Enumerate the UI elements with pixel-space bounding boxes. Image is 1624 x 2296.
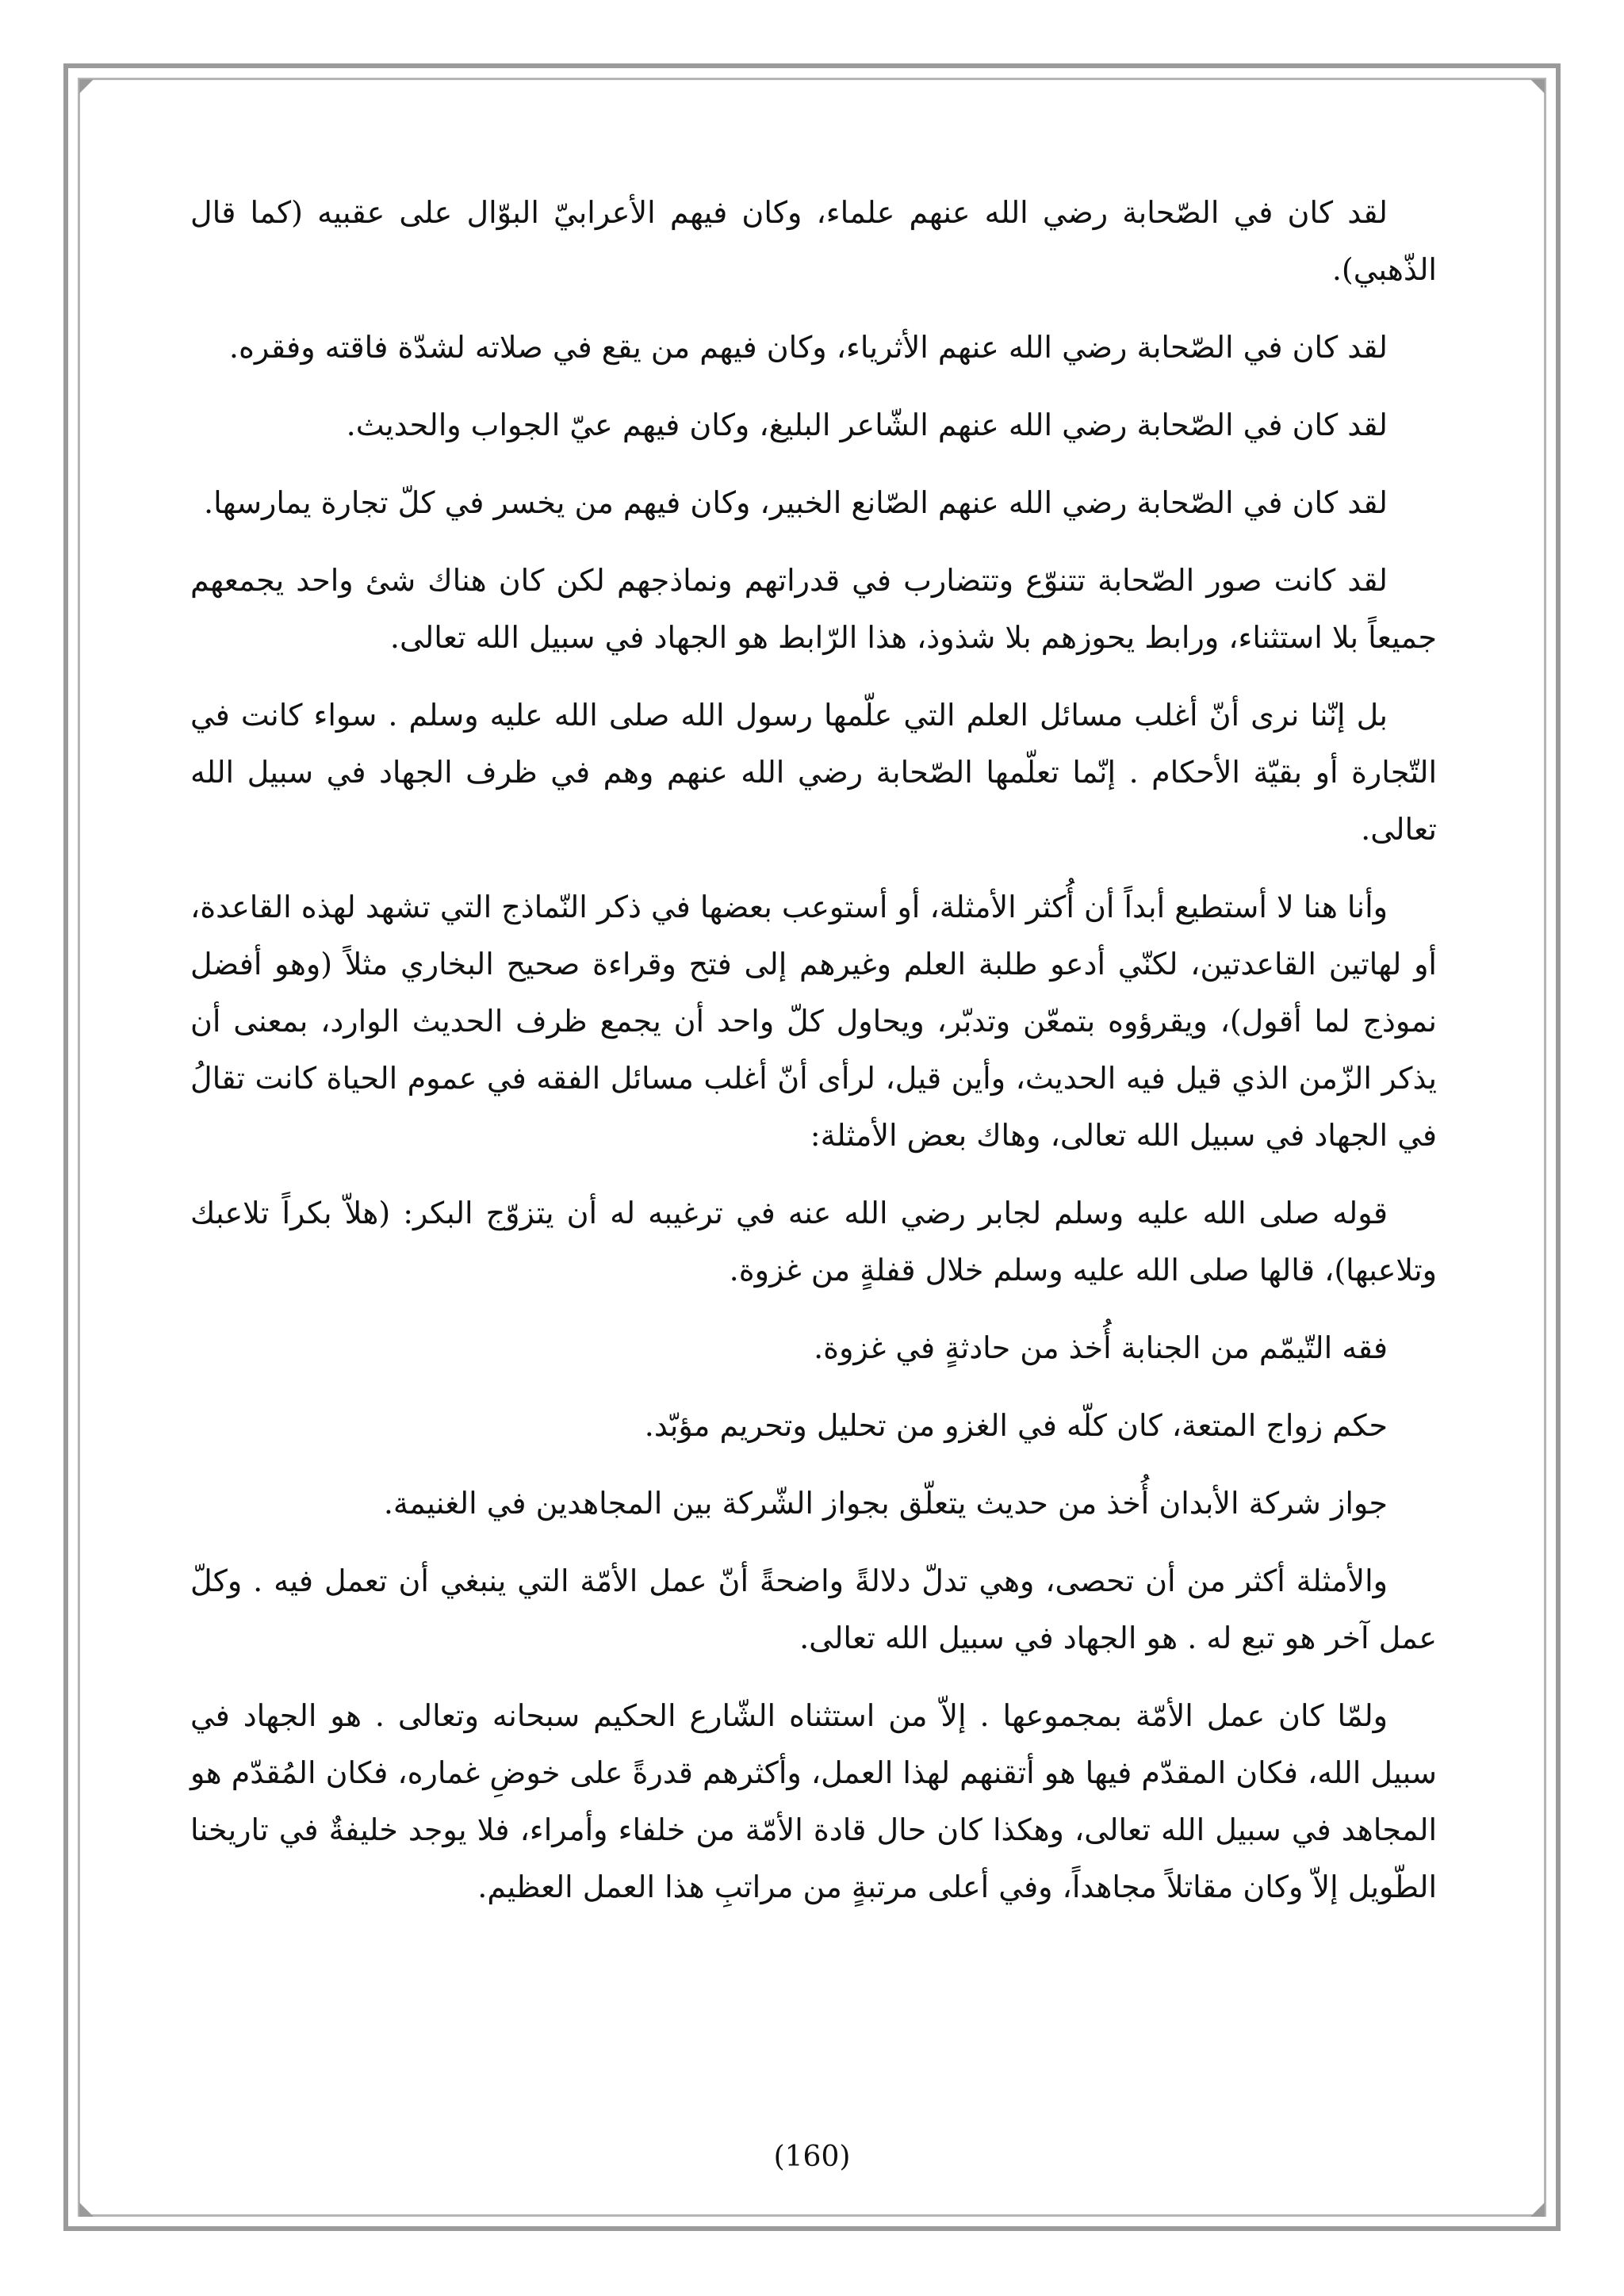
corner-ornament-top-right — [1530, 79, 1545, 94]
paragraph: لقد كان في الصّحابة رضي الله عنهم الأثرياء، وكان فيهم من يقع في صلاته لشدّة فاقته وفقره. — [228, 330, 1388, 365]
paragraph: حكم زواج المتعة، كان كلّه في الغزو من تحليل وتحريم مؤبّد. — [644, 1408, 1388, 1443]
corner-ornament-top-left — [79, 79, 94, 94]
paragraph: بل إنّنا نرى أنّ أغلب مسائل العلم التي علّمها رسول الله صلى الله عليه وسلم . سواء كانت في التّجارة أو بقيّة الأحكام . إنّما تعلّمها الصّحابة رضي الله عنهم وهم في ظرف الجهاد في سبيل الله تعالى. — [190, 698, 1437, 847]
paragraph: قوله صلى الله عليه وسلم لجابر رضي الله عنه في ترغيبه له أن يتزوّج البكر: (هلاّ بكراً تلاعبك وتلاعبها)، قالها صلى الله عليه وسلم خلال قفلةٍ من غزوة. — [190, 1196, 1437, 1288]
paragraph: لقد كان في الصّحابة رضي الله عنهم علماء، وكان فيهم الأعرابيّ البوّال على عقبيه (كما قال الذّهبي). — [190, 195, 1437, 287]
corner-ornament-bottom-left — [79, 2202, 94, 2217]
paragraph: ولمّا كان عمل الأمّة بمجموعها . إلاّ من استثناه الشّارع الحكيم سبحانه وتعالى . هو الجهاد في سبيل الله، فكان المقدّم فيها هو أتقنهم لهذا العمل، وأكثرهم قدرةً على خوضِ غماره، فكان المُقدّم هو المجاهد في سبيل الله تعالى، وهكذا كان حال قادة الأمّة من خلفاء وأمراء، فلا يوجد خليفةٌ في تاريخنا الطّويل إلاّ وكان مقاتلاً مجاهداً، وفي أعلى مرتبةٍ من مراتبِ هذا العمل العظيم. — [190, 1698, 1437, 1904]
paragraph: لقد كانت صور الصّحابة تتنوّع وتتضارب في قدراتهم ونماذجهم لكن كان هناك شئ واحد يجمعهم جميعاً بلا استثناء، ورابط يحوزهم بلا شذوذ، هذا الرّابط هو الجهاد في سبيل الله تعالى. — [190, 563, 1437, 655]
paragraph: جواز شركة الأبدان أُخذ من حديث يتعلّق بجواز الشّركة بين المجاهدين في الغنيمة. — [383, 1486, 1388, 1521]
paragraph: فقه التّيمّم من الجنابة أُخذ من حادثةٍ في غزوة. — [814, 1330, 1388, 1365]
paragraph: لقد كان في الصّحابة رضي الله عنهم الصّانع الخبير، وكان فيهم من يخسر في كلّ تجارة يمارسها. — [204, 485, 1388, 520]
page-number: (160) — [773, 2141, 851, 2173]
paragraph: والأمثلة أكثر من أن تحصى، وهي تدلّ دلالةً واضحةً أنّ عمل الأمّة التي ينبغي أن تعمل فيه . وكلّ عمل آخر هو تبع له . هو الجهاد في سبيل الله تعالى. — [190, 1563, 1437, 1655]
paragraph: وأنا هنا لا أستطيع أبداً أن أُكثر الأمثلة، أو أستوعب بعضها في ذكر النّماذج التي تشهد لهذه القاعدة، أو لهاتين القاعدتين، لكنّي أدعو طلبة العلم وغيرهم إلى فتح وقراءة صحيح البخاري مثلاً (وهو أفضل نموذج لما أقول)، ويقرؤوه بتمعّن وتدبّر، ويحاول كلّ واحد أن يجمع ظرف الحديث الوارد، بمعنى أن يذكر الزّمن الذي قيل فيه الحديث، وأين قيل، لرأى أنّ أغلب مسائل الفقه في عموم الحياة كانت تقالُ في الجهاد في سبيل الله تعالى، وهاك بعض الأمثلة: — [190, 890, 1437, 1153]
page-body — [190, 184, 1437, 1936]
corner-ornament-bottom-right — [1530, 2202, 1545, 2217]
paragraph: لقد كان في الصّحابة رضي الله عنهم الشّاعر البليغ، وكان فيهم عيّ الجواب والحديث. — [346, 408, 1388, 442]
